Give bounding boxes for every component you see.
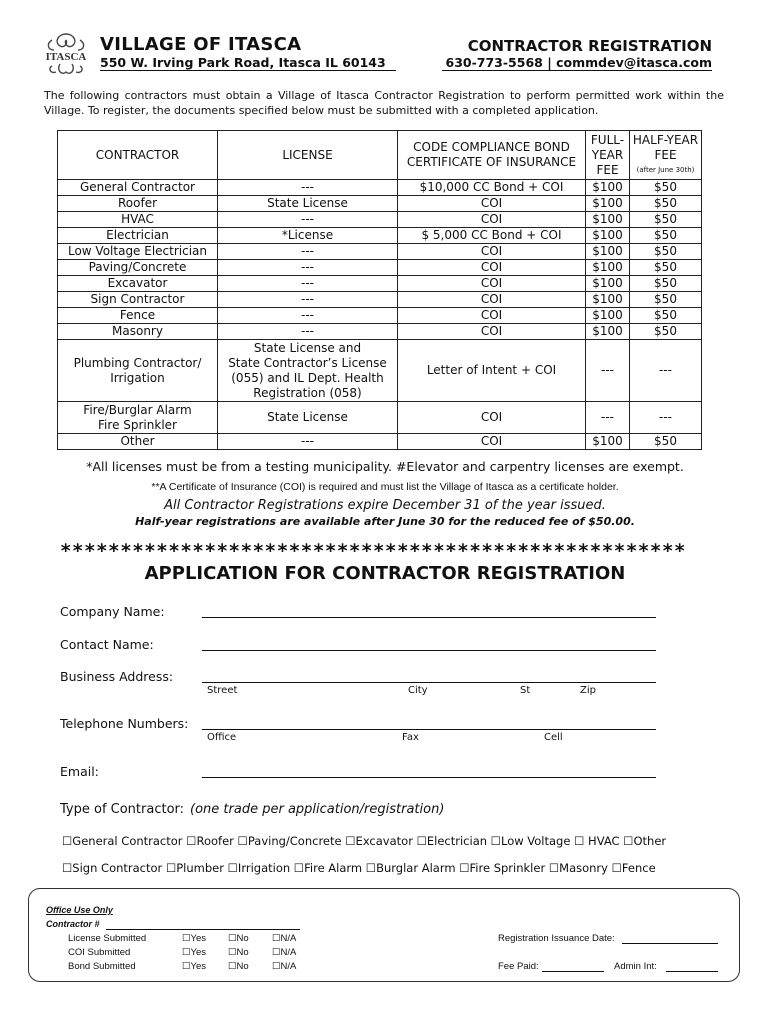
table-row: Electrician *License $ 5,000 CC Bond + COI $100 $50 (58, 228, 702, 244)
fax-sublabel: Fax (402, 732, 419, 743)
office-use-title: Office Use Only (46, 905, 113, 915)
telephone-field[interactable] (202, 729, 656, 730)
half-year-note: Half-year registrations are available after June 30 for the reduced fee of $50.00. (135, 515, 635, 528)
admin-init-label: Admin Int: (614, 961, 657, 972)
village-seal-logo (38, 30, 94, 78)
table-row-plumbing: Plumbing Contractor/ Irrigation State License and State Contractor’s License (055) and IL Dept. Health Registration (058) Letter of Intent + COI --- --- (58, 340, 702, 402)
type-of-contractor: Type of Contractor: (one trade per application/registration) (60, 802, 445, 817)
table-header-row (58, 131, 702, 180)
license-no-checkbox[interactable]: ☐No (228, 933, 249, 944)
bond-yes-checkbox[interactable]: ☐Yes (182, 961, 207, 972)
table-row: General Contractor --- $10,000 CC Bond + COI $100 $50 (58, 180, 702, 196)
expiration-note: All Contractor Registrations expire December 31 of the year issued. (164, 498, 606, 513)
contact-name-field[interactable] (202, 650, 656, 651)
header-half-year-fee: HALF-YEAR FEE (after June 30th) (630, 131, 702, 180)
coi-na-checkbox[interactable]: ☐N/A (272, 947, 297, 958)
contact-name-label: Contact Name: (60, 637, 154, 652)
header-full-year-fee: FULL- YEAR FEE (586, 131, 630, 180)
form-title: CONTRACTOR REGISTRATION (467, 37, 712, 55)
license-note: *All licenses must be from a testing municipality. #Elevator and carpentry licenses are exempt. (86, 459, 684, 474)
address-underline (100, 70, 396, 71)
company-name-field[interactable] (202, 617, 656, 618)
bond-submitted-label: Bond Submitted (68, 961, 136, 972)
svg-text:ITASCA: ITASCA (45, 51, 87, 63)
business-address-field[interactable] (202, 682, 656, 683)
contractor-type-checkboxes-row2[interactable]: ☐Sign Contractor ☐Plumber ☐Irrigation ☐Fire Alarm ☐Burglar Alarm ☐Fire Sprinkler ☐Masonry ☐Fence (62, 861, 656, 875)
header-license: LICENSE (218, 131, 398, 180)
table-row-other: Other --- COI $100 $50 (58, 434, 702, 450)
state-sublabel: St (520, 685, 531, 696)
issuance-date-field[interactable] (622, 943, 718, 944)
fee-table (57, 130, 702, 450)
telephone-label: Telephone Numbers: (60, 716, 189, 731)
table-row: Fence --- COI $100 $50 (58, 308, 702, 324)
license-na-checkbox[interactable]: ☐N/A (272, 933, 297, 944)
admin-init-field[interactable] (666, 971, 718, 972)
cell-sublabel: Cell (544, 732, 563, 743)
license-yes-checkbox[interactable]: ☐Yes (182, 933, 207, 944)
separator-stars: **************************************************** (60, 540, 687, 562)
contractor-number-label: Contractor # (46, 919, 100, 929)
bond-na-checkbox[interactable]: ☐N/A (272, 961, 297, 972)
coi-yes-checkbox[interactable]: ☐Yes (182, 947, 207, 958)
zip-sublabel: Zip (580, 685, 596, 696)
coi-no-checkbox[interactable]: ☐No (228, 947, 249, 958)
city-sublabel: City (408, 685, 428, 696)
fee-paid-label: Fee Paid: (498, 961, 539, 972)
email-label: Email: (60, 764, 99, 779)
table-row-fire: Fire/Burglar Alarm Fire Sprinkler State License COI --- --- (58, 402, 702, 434)
coi-submitted-label: COI Submitted (68, 947, 131, 958)
coi-note: **A Certificate of Insurance (COI) is required and must list the Village of Itasca as a certificate holder. (151, 481, 619, 493)
intro-paragraph: The following contractors must obtain a Village of Itasca Contractor Registration to perform permitted work within the Village. To register, the documents specified below must be submitted with a completed application. (44, 89, 724, 117)
fee-paid-field[interactable] (542, 971, 604, 972)
company-name-label: Company Name: (60, 604, 165, 619)
street-sublabel: Street (207, 685, 238, 696)
contact-info: 630-773-5568 | commdev@itasca.com (445, 55, 712, 70)
application-title: APPLICATION FOR CONTRACTOR REGISTRATION (144, 563, 626, 584)
header-bond: CODE COMPLIANCE BOND CERTIFICATE OF INSURANCE (398, 131, 586, 180)
bond-no-checkbox[interactable]: ☐No (228, 961, 249, 972)
office-sublabel: Office (207, 732, 237, 743)
contractor-type-checkboxes-row1[interactable]: ☐General Contractor ☐Roofer ☐Paving/Concrete ☐Excavator ☐Electrician ☐Low Voltage ☐ HVAC ☐Other (62, 834, 667, 848)
license-submitted-label: License Submitted (68, 933, 147, 944)
table-row: Low Voltage Electrician --- COI $100 $50 (58, 244, 702, 260)
table-row: Roofer State License COI $100 $50 (58, 196, 702, 212)
issuance-date-label: Registration Issuance Date: (498, 933, 615, 944)
business-address-label: Business Address: (60, 669, 174, 684)
table-row: Paving/Concrete --- COI $100 $50 (58, 260, 702, 276)
table-row: HVAC --- COI $100 $50 (58, 212, 702, 228)
table-row: Masonry --- COI $100 $50 (58, 324, 702, 340)
header-contractor: CONTRACTOR (58, 131, 218, 180)
table-row: Excavator --- COI $100 $50 (58, 276, 702, 292)
village-address: 550 W. Irving Park Road, Itasca IL 60143 (100, 55, 386, 70)
table-row: Sign Contractor --- COI $100 $50 (58, 292, 702, 308)
village-title: VILLAGE OF ITASCA (100, 34, 302, 55)
contact-underline (442, 70, 712, 71)
email-field[interactable] (202, 777, 656, 778)
contractor-number-field[interactable] (106, 929, 300, 930)
